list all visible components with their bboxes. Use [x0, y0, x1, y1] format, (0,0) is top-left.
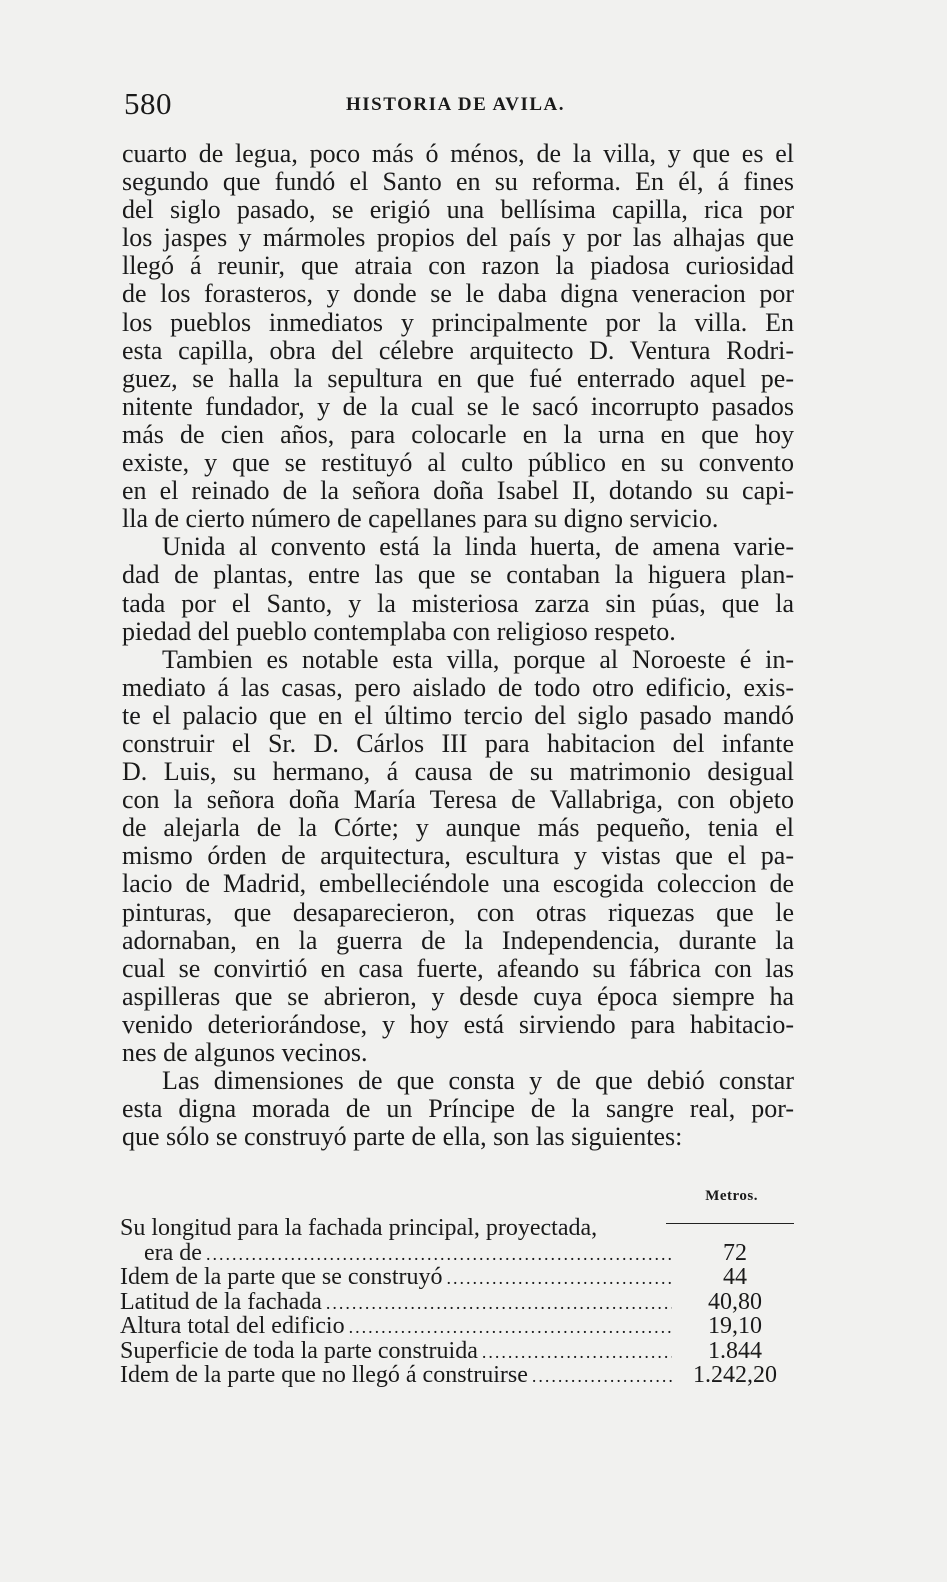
table-row [120, 1265, 794, 1290]
dot-leader [482, 1340, 672, 1365]
text-line: del siglo pasado, se erigió una bellísima capilla, rica por [122, 195, 794, 225]
text-line: existe, y que se restituyó al culto público en su convento [122, 448, 794, 478]
text-line: más de cien años, para colocarle en la urna en que hoy [122, 419, 794, 449]
row-label: Superficie de toda la parte construida [120, 1337, 478, 1364]
row-value: 1.242,20 [693, 1362, 777, 1388]
text-line: pinturas, que desaparecieron, con otras riquezas que le [122, 897, 794, 927]
table-row [120, 1290, 794, 1315]
text-line: nitente fundador, y de la cual se le sacó incorrupto pasados [122, 391, 794, 421]
text-line: D. Luis, su hermano, á causa de su matrimonio desigual [122, 757, 794, 787]
row-label: Altura total del edificio [120, 1313, 345, 1339]
text-line: adornaban, en la guerra de la Independencia, durante la [122, 925, 794, 955]
text-line: cual se convirtió en casa fuerte, afeando su fábrica con las [122, 953, 794, 983]
text-line: Las dimensiones de que consta y de que debió constar [162, 1066, 794, 1096]
text-line: lla de cierto número de capellanes para su digno servicio. [122, 504, 719, 534]
text-line: con la señora doña María Teresa de Vallabriga, con objeto [122, 785, 794, 815]
table-row [120, 1314, 794, 1339]
text-line: lacio de Madrid, embelleciéndole una escogida coleccion de [122, 869, 794, 899]
text-line: Tambien es notable esta villa, porque al Noroeste é in- [162, 644, 794, 674]
dot-leader [447, 1266, 672, 1291]
table-row [120, 1363, 794, 1388]
text-line: que sólo se construyó parte de ella, son las siguientes: [122, 1122, 683, 1152]
text-line: nes de algunos vecinos. [122, 1038, 368, 1067]
text-line: tada por el Santo, y la misteriosa zarza sin púas, que la [122, 588, 794, 618]
text-line: aspilleras que se abrieron, y desde cuya época siempre ha [122, 981, 794, 1011]
table-row [120, 1241, 794, 1266]
table-row [120, 1339, 794, 1364]
text-line: construir el Sr. D. Cárlos III para habitacion del infante [122, 728, 794, 758]
row-label: Su longitud para la fachada principal, proyectada, [120, 1215, 598, 1241]
text-line: Unida al convento está la linda huerta, de amena varie- [162, 532, 794, 562]
text-line: esta capilla, obra del célebre arquitecto D. Ventura Rodri- [122, 335, 794, 365]
row-value: 40,80 [708, 1288, 762, 1315]
text-line: los jaspes y mármoles propios del país y por las alhajas que [122, 223, 794, 253]
dot-leader [206, 1242, 672, 1267]
text-line: esta digna morada de un Príncipe de la sangre real, por- [122, 1094, 794, 1124]
row-value: 19,10 [708, 1313, 762, 1339]
text-line: llegó á reunir, que atraia con razon la piadosa curiosidad [122, 251, 794, 281]
page-number: 580 [124, 86, 172, 121]
text-line: mismo órden de arquitectura, escultura y vistas que el pa- [122, 841, 794, 871]
page-header [124, 86, 792, 126]
dimension-rows [120, 1216, 794, 1388]
row-label: era de [144, 1239, 202, 1266]
unit-column-header: Metros. [705, 1188, 758, 1204]
text-line: en el reinado de la señora doña Isabel II, dotando su capi- [122, 476, 794, 506]
text-line: venido deteriorándose, y hoy está sirviendo para habitacio- [122, 1009, 794, 1039]
row-value: 44 [723, 1264, 747, 1290]
row-label: Latitud de la fachada [120, 1288, 322, 1315]
row-label: Idem de la parte que se construyó [120, 1264, 443, 1290]
table-row [120, 1216, 794, 1241]
dot-leader [349, 1315, 672, 1340]
body-text [122, 140, 794, 1151]
text-line: dad de plantas, entre las que se contaban la higuera plan- [122, 560, 794, 590]
dot-leader [326, 1291, 672, 1316]
text-line: guez, se halla la sepultura en que fué enterrado aquel pe- [122, 363, 794, 393]
row-value: 1.844 [708, 1337, 762, 1364]
text-line: segundo que fundó el Santo en su reforma. En él, á fines [122, 167, 794, 197]
text-line: los pueblos inmediatos y principalmente por la villa. En [122, 307, 794, 337]
dot-leader [532, 1364, 672, 1389]
text-line: de los forasteros, y donde se le daba digna veneracion por [122, 279, 794, 309]
text-line: mediato á las casas, pero aislado de todo otro edificio, exis- [122, 672, 794, 702]
text-line: piedad del pueblo contemplaba con religioso respeto. [122, 616, 676, 646]
text-line: de alejarla de la Córte; y aunque más pequeño, tenia el [122, 813, 794, 843]
running-title: HISTORIA DE AVILA. [346, 94, 566, 115]
text-line: cuarto de legua, poco más ó ménos, de la villa, y que es el [122, 139, 794, 168]
text-line: te el palacio que en el último tercio del siglo pasado mandó [122, 700, 794, 730]
row-label: Idem de la parte que no llegó á construirse [120, 1362, 528, 1388]
row-value: 72 [723, 1239, 747, 1266]
